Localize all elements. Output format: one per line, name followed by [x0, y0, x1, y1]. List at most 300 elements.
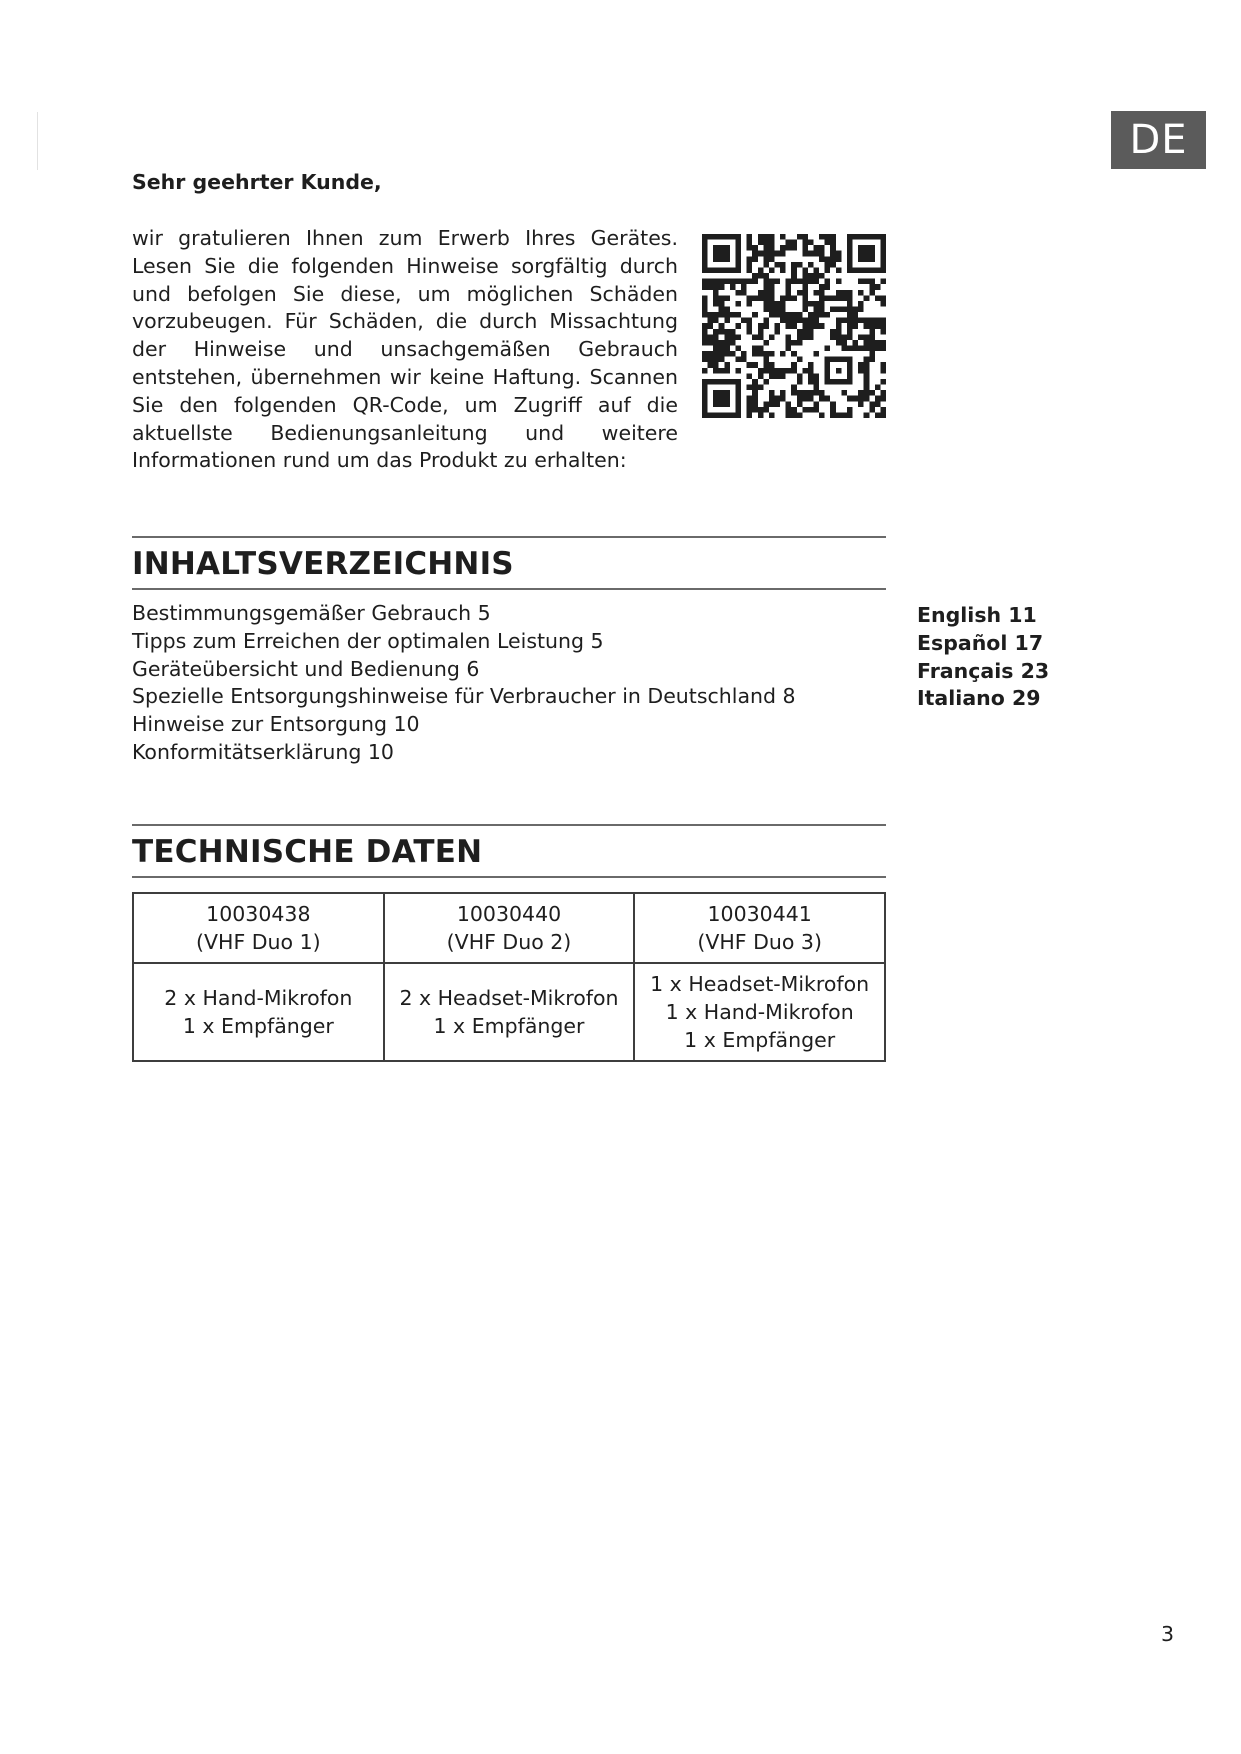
qr-module [791, 318, 797, 324]
qr-module [864, 396, 870, 402]
qr-module [808, 368, 814, 374]
qr-module [730, 334, 736, 340]
qr-module [769, 284, 775, 290]
intro-text: wir gratulieren Ihnen zum Erwerb Ihres Gerätes. Lesen Sie die folgenden Hinweise sorgfältig durch und befolgen Sie diese, um möglichen Schäden vorzubeugen. Für Schäden, die durch Missachtung der Hinweise und unsachgemäßen Gebrauch entstehen, übernehmen wir keine Haftung. Scannen Sie den folgenden QR-Code, um Zugriff auf die aktuellste Bedienungsanleitung und weitere Informationen rund um das Produkt zu erhalten: [132, 226, 678, 473]
qr-module [730, 340, 736, 346]
qr-module [819, 284, 825, 290]
qr-module [752, 346, 758, 352]
qr-module [819, 245, 825, 251]
qr-module [763, 401, 769, 407]
toc-item[interactable]: Bestimmungsgemäßer Gebrauch 5 [132, 601, 491, 625]
toc-item[interactable]: Konformitätserklärung 10 [132, 739, 394, 764]
qr-module [880, 340, 886, 346]
qr-module [836, 323, 842, 329]
qr-module [747, 245, 753, 251]
qr-module [758, 329, 764, 335]
qr-module [869, 284, 875, 290]
qr-module [719, 312, 725, 318]
qr-module [786, 412, 792, 418]
model-cell [634, 893, 885, 963]
qr-module [758, 373, 764, 379]
qr-module [719, 295, 725, 301]
qr-module [841, 334, 847, 340]
qr-module [702, 279, 708, 285]
qr-module [763, 301, 769, 307]
qr-module [774, 373, 780, 379]
qr-module [713, 351, 719, 357]
qr-module [814, 273, 820, 279]
qr-module [774, 312, 780, 318]
qr-module [774, 368, 780, 374]
qr-module [808, 390, 814, 396]
qr-module [830, 234, 836, 240]
qr-module [808, 251, 814, 257]
qr-module [719, 346, 725, 352]
qr-module [758, 234, 764, 240]
qr-module [819, 306, 825, 312]
qr-module [763, 357, 769, 363]
qr-module [752, 407, 758, 413]
qr-module [735, 323, 741, 329]
qr-module [763, 240, 769, 246]
qr-module [752, 295, 758, 301]
qr-module [747, 301, 753, 307]
qr-module [819, 290, 825, 296]
qr-module [747, 318, 753, 324]
qr-module [713, 346, 719, 352]
qr-module [702, 306, 708, 312]
qr-module [847, 323, 853, 329]
qr-module [774, 323, 780, 329]
qr-module [847, 407, 853, 413]
qr-module [858, 390, 864, 396]
specs-contents-row [133, 963, 885, 1061]
qr-module [786, 334, 792, 340]
qr-module [763, 262, 769, 268]
qr-module [864, 357, 870, 363]
qr-module [864, 346, 870, 352]
qr-module [791, 323, 797, 329]
qr-module [825, 312, 831, 318]
qr-module [752, 379, 758, 385]
qr-module [875, 346, 881, 352]
qr-module [864, 318, 870, 324]
qr-module [791, 267, 797, 273]
qr-module [802, 301, 808, 307]
qr-module [735, 357, 741, 363]
qr-module [864, 362, 870, 368]
qr-module [791, 262, 797, 268]
qr-module [819, 234, 825, 240]
qr-module [819, 396, 825, 402]
qr-module [841, 306, 847, 312]
qr-module [864, 390, 870, 396]
qr-module [858, 346, 864, 352]
qr-module [836, 290, 842, 296]
qr-module [735, 301, 741, 307]
qr-module [880, 323, 886, 329]
qr-module [836, 334, 842, 340]
qr-module [869, 401, 875, 407]
qr-module [836, 251, 842, 257]
qr-module [786, 323, 792, 329]
qr-module [713, 318, 719, 324]
qr-module [802, 396, 808, 402]
qr-module [758, 368, 764, 374]
qr-module [769, 251, 775, 257]
qr-module [702, 329, 708, 335]
qr-module [724, 312, 730, 318]
qr-module [808, 240, 814, 246]
qr-module [841, 318, 847, 324]
qr-module [802, 234, 808, 240]
qr-module [841, 390, 847, 396]
qr-module [786, 245, 792, 251]
qr-module [724, 295, 730, 301]
contents-item: 2 x Headset-Mikrofon [399, 986, 619, 1010]
qr-module [802, 273, 808, 279]
qr-module [814, 301, 820, 307]
qr-module [780, 267, 786, 273]
qr-module [708, 284, 714, 290]
qr-module [719, 323, 725, 329]
toc-item[interactable]: Hinweise zur Entsorgung 10 [132, 712, 420, 737]
qr-module [797, 329, 803, 335]
qr-module [713, 279, 719, 285]
qr-module [830, 245, 836, 251]
toc-item[interactable]: Tipps zum Erreichen der optimalen Leistung 5 [132, 628, 604, 653]
qr-module [814, 318, 820, 324]
qr-module [752, 401, 758, 407]
qr-module [752, 279, 758, 285]
qr-module [780, 306, 786, 312]
qr-module [847, 301, 853, 307]
specs-heading: TECHNISCHE DATEN [132, 834, 483, 870]
qr-module [780, 351, 786, 357]
qr-module [747, 407, 753, 413]
qr-module [836, 279, 842, 285]
qr-module [780, 368, 786, 374]
language-item-spanish[interactable]: Español 17 [917, 630, 1044, 655]
qr-module [769, 390, 775, 396]
qr-module [763, 323, 769, 329]
contents-cell [384, 963, 635, 1061]
qr-module [791, 240, 797, 246]
qr-module [825, 262, 831, 268]
qr-module [724, 368, 730, 374]
qr-module [819, 312, 825, 318]
qr-module [875, 284, 881, 290]
qr-module [774, 396, 780, 402]
qr-module [836, 318, 842, 324]
qr-module [819, 323, 825, 329]
qr-module [786, 312, 792, 318]
qr-module [702, 368, 708, 374]
qr-module [747, 256, 753, 262]
qr-module [702, 284, 708, 290]
qr-module [713, 284, 719, 290]
qr-module [830, 401, 836, 407]
qr-module [780, 396, 786, 402]
qr-module [752, 245, 758, 251]
qr-module [802, 368, 808, 374]
qr-module [869, 407, 875, 413]
qr-module [735, 368, 741, 374]
qr-module [858, 396, 864, 402]
qr-module [719, 279, 725, 285]
qr-module [791, 351, 797, 357]
language-item-italian[interactable]: Italiano 29 [917, 686, 1041, 711]
contents-item: 1 x Empfänger [433, 1014, 585, 1038]
qr-module [797, 279, 803, 285]
qr-module [774, 251, 780, 257]
qr-module [830, 262, 836, 268]
qr-module [786, 295, 792, 301]
qr-module [836, 329, 842, 335]
qr-module [808, 362, 814, 368]
contents-item: 1 x Empfänger [684, 1028, 836, 1052]
qr-module [858, 401, 864, 407]
qr-module [786, 290, 792, 296]
qr-module [741, 284, 747, 290]
qr-module [763, 379, 769, 385]
qr-module [758, 295, 764, 301]
qr-module [763, 290, 769, 296]
qr-module [797, 396, 803, 402]
qr-module [747, 295, 753, 301]
qr-module [808, 301, 814, 307]
qr-module [752, 251, 758, 257]
qr-module [747, 267, 753, 273]
qr-module [758, 385, 764, 391]
qr-module [802, 295, 808, 301]
qr-module [791, 245, 797, 251]
qr-module [713, 329, 719, 335]
qr-module [741, 351, 747, 357]
qr-module [880, 301, 886, 307]
qr-module [802, 240, 808, 246]
qr-module [875, 401, 881, 407]
qr-module [808, 373, 814, 379]
qr-module [780, 262, 786, 268]
qr-module [880, 412, 886, 418]
qr-module [769, 412, 775, 418]
specs-header-row [133, 893, 885, 963]
model-name: (VHF Duo 1) [196, 930, 321, 954]
qr-module [797, 334, 803, 340]
qr-module [758, 290, 764, 296]
qr-module [830, 334, 836, 340]
specs-rule-bottom [132, 876, 886, 878]
qr-module [724, 346, 730, 352]
qr-module [853, 396, 859, 402]
qr-module [847, 346, 853, 352]
qr-module [769, 351, 775, 357]
qr-module [875, 412, 881, 418]
qr-module [791, 390, 797, 396]
qr-module [791, 385, 797, 391]
model-number: 10030440 [456, 902, 562, 926]
qr-module [786, 284, 792, 290]
qr-module [819, 390, 825, 396]
qr-module [836, 340, 842, 346]
qr-module [786, 368, 792, 374]
qr-module [814, 407, 820, 413]
qr-module [769, 240, 775, 246]
language-item-french[interactable]: Français 23 [917, 658, 1050, 683]
qr-module [747, 362, 753, 368]
qr-module [814, 279, 820, 285]
qr-code-icon[interactable] [702, 234, 886, 418]
qr-module [708, 323, 714, 329]
qr-module [797, 340, 803, 346]
qr-module [858, 290, 864, 296]
language-item-english[interactable]: English 11 [917, 603, 1037, 627]
qr-module [730, 284, 736, 290]
qr-module [875, 295, 881, 301]
qr-module [752, 362, 758, 368]
qr-module [853, 323, 859, 329]
qr-module [719, 368, 725, 374]
edge-line [37, 112, 38, 170]
qr-module [719, 329, 725, 335]
qr-module [708, 357, 714, 363]
qr-module [791, 279, 797, 285]
qr-module [864, 323, 870, 329]
qr-module [769, 401, 775, 407]
qr-module [763, 245, 769, 251]
qr-module [763, 251, 769, 257]
qr-module [847, 290, 853, 296]
qr-module [808, 396, 814, 402]
qr-module [780, 245, 786, 251]
qr-module [791, 407, 797, 413]
qr-module [786, 407, 792, 413]
toc-item[interactable]: Geräteübersicht und Bedienung 6 [132, 656, 480, 681]
qr-module [774, 279, 780, 285]
qr-module [791, 412, 797, 418]
qr-module [814, 373, 820, 379]
qr-module [864, 368, 870, 374]
qr-module [880, 362, 886, 368]
qr-module [797, 312, 803, 318]
qr-module [797, 234, 803, 240]
qr-module [758, 267, 764, 273]
qr-module [791, 295, 797, 301]
qr-module [769, 312, 775, 318]
qr-module [869, 334, 875, 340]
qr-module [880, 318, 886, 324]
qr-module [847, 396, 853, 402]
qr-module [758, 412, 764, 418]
qr-module [769, 362, 775, 368]
qr-module [836, 412, 842, 418]
qr-module [808, 262, 814, 268]
qr-module [853, 346, 859, 352]
qr-module [841, 412, 847, 418]
language-list [917, 602, 1049, 713]
qr-module [847, 334, 853, 340]
qr-module [708, 334, 714, 340]
qr-module [730, 312, 736, 318]
qr-module [864, 340, 870, 346]
qr-module [802, 306, 808, 312]
qr-module [769, 295, 775, 301]
qr-module [702, 351, 708, 357]
qr-module [708, 340, 714, 346]
qr-module [830, 306, 836, 312]
qr-module [847, 412, 853, 418]
qr-module [702, 301, 708, 307]
language-tag: DE [1111, 111, 1206, 169]
qr-module [769, 396, 775, 402]
qr-module [830, 295, 836, 301]
contents-cell [133, 963, 384, 1061]
qr-module [808, 323, 814, 329]
qr-module [758, 240, 764, 246]
qr-module [769, 256, 775, 262]
qr-module [814, 251, 820, 257]
qr-module [763, 407, 769, 413]
qr-module [853, 340, 859, 346]
qr-module [758, 251, 764, 257]
qr-module [780, 318, 786, 324]
intro-paragraph [132, 225, 678, 475]
qr-module [825, 295, 831, 301]
qr-module [802, 279, 808, 285]
qr-module [858, 306, 864, 312]
qr-module [752, 256, 758, 262]
qr-module [869, 390, 875, 396]
qr-module [774, 329, 780, 335]
contents-item: 1 x Headset-Mikrofon [650, 972, 870, 996]
qr-module [774, 301, 780, 307]
qr-module [758, 323, 764, 329]
qr-module [763, 234, 769, 240]
contents-item: 2 x Hand-Mikrofon [164, 986, 353, 1010]
qr-module [791, 273, 797, 279]
qr-module [875, 396, 881, 402]
qr-module [769, 301, 775, 307]
qr-module [836, 267, 842, 273]
qr-module [825, 256, 831, 262]
qr-module [758, 334, 764, 340]
qr-module [814, 306, 820, 312]
qr-module [853, 318, 859, 324]
qr-module [864, 373, 870, 379]
qr-module [825, 284, 831, 290]
qr-module [702, 357, 708, 363]
qr-module [752, 385, 758, 391]
qr-module [819, 256, 825, 262]
qr-module [797, 357, 803, 363]
qr-module [808, 312, 814, 318]
qr-module [864, 379, 870, 385]
qr-module [802, 284, 808, 290]
qr-module [797, 390, 803, 396]
qr-module [713, 368, 719, 374]
qr-module [853, 312, 859, 318]
qr-module [802, 323, 808, 329]
qr-module [814, 385, 820, 391]
qr-module [719, 284, 725, 290]
toc-item[interactable]: Spezielle Entsorgungshinweise für Verbraucher in Deutschland 8 [132, 684, 796, 709]
qr-module [858, 334, 864, 340]
qr-module [880, 390, 886, 396]
qr-module [702, 295, 708, 301]
qr-module [741, 290, 747, 296]
qr-module [869, 329, 875, 335]
